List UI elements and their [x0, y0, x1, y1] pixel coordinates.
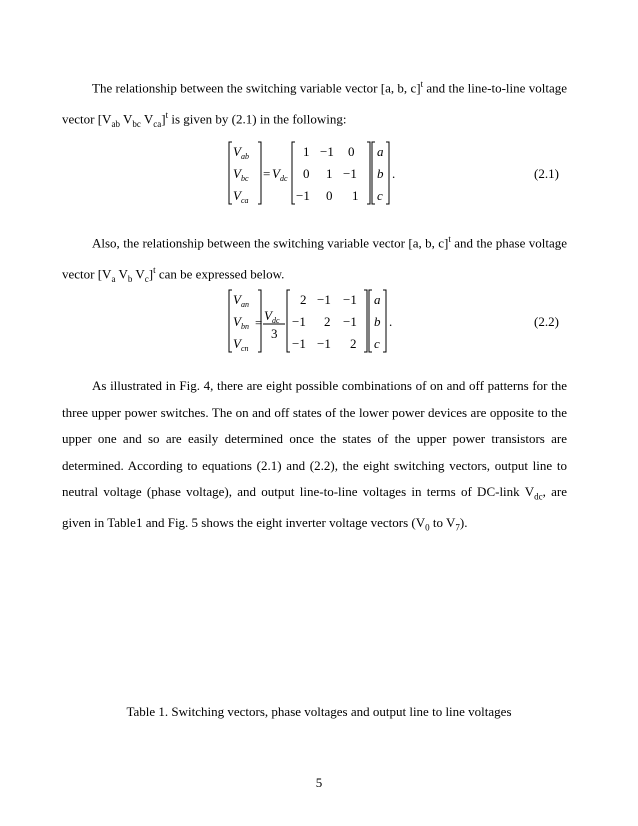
eq2-vec-c: c — [374, 336, 380, 351]
eq2-coef-sub: dc — [272, 316, 280, 325]
eq1-m12: −1 — [343, 166, 357, 181]
eq2-m11: 2 — [324, 314, 331, 329]
eq1-m02: 0 — [348, 144, 355, 159]
eq2-m10: −1 — [292, 314, 306, 329]
eq1-lhs-sub3: ca — [241, 196, 249, 205]
eq2-vec-a: a — [374, 292, 381, 307]
eq2-m21: −1 — [317, 336, 331, 351]
paragraph-3-line-4: determined. According to equations (2.1) and (2.2), the eight switching vectors, output line to — [62, 457, 567, 473]
eq1-period: . — [392, 166, 396, 181]
eq1-m10: 0 — [303, 166, 310, 181]
eq2-coef: V — [264, 308, 272, 323]
eq1-lhs-sub1: ab — [241, 152, 249, 161]
eq1-vec-c: c — [377, 188, 383, 203]
eq2-equals: = — [255, 315, 263, 330]
eq1-lhs-v3: V — [233, 188, 241, 203]
paragraph-2 — [62, 226, 568, 292]
eq2-lhs-v2: V — [233, 314, 241, 329]
eq1-m20: −1 — [296, 188, 310, 203]
paragraph-3-line-3: upper one and so are easily determined once the states of the upper power transistors are — [62, 431, 567, 446]
eq2-m20: −1 — [292, 336, 306, 351]
eq1-number: (2.1) — [534, 166, 559, 181]
paragraph-3-line-6: given in Table1 and Fig. 5 shows the eight inverter voltage vectors ($V_0$ to $V_7$). — [62, 515, 468, 533]
eq2-m00: 2 — [300, 292, 307, 307]
paragraph-3 — [62, 373, 567, 541]
eq2-lhs-v3: V — [233, 336, 241, 351]
eq2-lhs-sub2: bn — [241, 322, 249, 331]
paragraph-1 — [62, 71, 567, 137]
paragraph-3-line-2: three upper power switches. The on and off states of the lower power devices are opposite to the — [62, 404, 567, 420]
paragraph-3-line-5: neutral voltage (phase voltage), and output line-to-line voltages in terms of DC-link $V_{dc}$, are — [62, 484, 567, 502]
equation-2-1 — [0, 138, 638, 218]
page-number: 5 — [315, 775, 323, 790]
eq1-coef-sub: dc — [280, 174, 288, 183]
eq2-m22: 2 — [350, 336, 357, 351]
paragraph-1-line-2: vector [$V_{ab}$ $V_{bc}$ $V_{ca}]^t$ is given by (2.1) in the following: — [62, 109, 347, 129]
eq1-equals: = — [263, 166, 271, 181]
eq1-lhs-sub2: bc — [241, 174, 249, 183]
eq1-m22: 1 — [352, 188, 359, 203]
eq1-vec-b: b — [377, 166, 384, 181]
eq2-lhs-sub1: an — [241, 300, 249, 309]
eq2-period: . — [389, 314, 393, 329]
paragraph-2-line-1: Also, the relationship between the switching variable vector [a, b, c]$^t$ and the phase voltage — [92, 234, 568, 251]
eq1-m00: 1 — [303, 144, 310, 159]
table-caption: Table 1. Switching vectors, phase voltages and output line to line voltages — [126, 704, 512, 719]
eq2-vec-b: b — [374, 314, 381, 329]
paragraph-1-line-1: The relationship between the switching variable vector [a, b, c]$^t$ and the line-to-line voltage — [92, 79, 567, 96]
eq1-vec-a: a — [377, 144, 384, 159]
eq1-m21: 0 — [326, 188, 333, 203]
paragraph-3-line-1: As illustrated in Fig. 4, there are eight possible combinations of on and off patterns for the — [92, 378, 567, 393]
equation-2-2 — [0, 286, 638, 366]
eq2-lhs-v1: V — [233, 292, 241, 307]
eq1-coef: V — [272, 166, 280, 181]
eq2-denom: 3 — [271, 326, 278, 341]
eq2-m01: −1 — [317, 292, 331, 307]
eq2-m02: −1 — [343, 292, 357, 307]
equation-2-1-graphic — [0, 138, 638, 218]
paragraph-2-line-2: vector [$V_a$ $V_b$ $V_c]^t$ can be expressed below. — [62, 264, 285, 284]
eq1-lhs-v1: V — [233, 144, 241, 159]
eq2-lhs-sub3: cn — [241, 344, 249, 353]
eq1-lhs-v2: V — [233, 166, 241, 181]
eq1-m01: −1 — [320, 144, 334, 159]
equation-2-2-graphic — [0, 286, 638, 366]
eq2-number: (2.2) — [534, 314, 559, 329]
eq1-m11: 1 — [326, 166, 333, 181]
eq2-m12: −1 — [343, 314, 357, 329]
